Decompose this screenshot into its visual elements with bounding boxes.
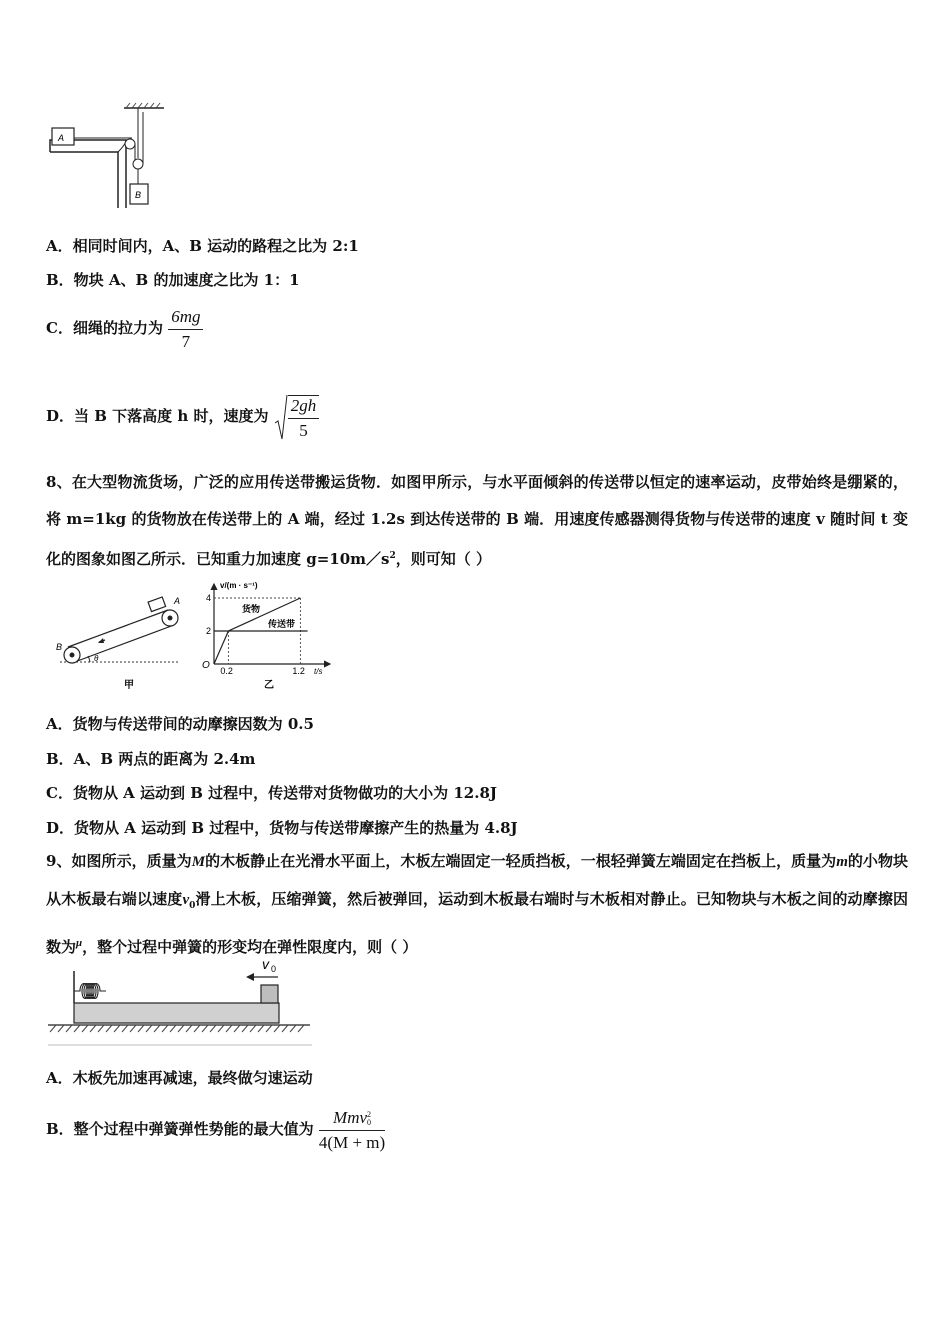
- fraction-numerator: 6mg: [168, 307, 203, 330]
- q9-option-a: A．木板先加速再减速，最终做匀速运动: [46, 1069, 313, 1087]
- conveyor-angle-label: θ: [94, 654, 99, 663]
- q9-option-b-fraction: [319, 1108, 385, 1153]
- q7-pulley-figure: [46, 100, 171, 210]
- numerator-sup: 2: [367, 1109, 372, 1119]
- q7-option-c-fraction: [168, 307, 203, 352]
- chart-xlabel: t/s: [314, 667, 323, 676]
- q9-stem: [46, 843, 908, 966]
- q7-option-d: [46, 390, 319, 443]
- sqrt-expression: [274, 391, 320, 443]
- chart-ylabel: v/(m · s⁻¹): [220, 581, 258, 590]
- q8-conveyor-figure: [50, 592, 190, 692]
- q7-option-a: A．相同时间内，A、B 运动的路程之比为 2:1: [46, 237, 359, 255]
- block-b-label: B: [135, 190, 142, 200]
- conveyor-label-b: B: [56, 642, 63, 652]
- chart-y-tick-2: 2: [206, 626, 212, 636]
- var-mu: μ: [76, 937, 83, 949]
- series-label-cargo: 货物: [242, 604, 261, 614]
- var-m: m: [836, 854, 848, 870]
- q8-option-c: C．货物从 A 运动到 B 过程中，传送带对货物做功的大小为 12.8J: [46, 784, 497, 802]
- q8-stem-tail: ，则可知（ ）: [395, 550, 491, 568]
- q9-stem-part: 9、如图所示，质量为: [46, 852, 192, 870]
- var-M: M: [191, 854, 206, 870]
- q9-stem-part: 滑上木板，压缩弹簧，然后被弹回，运动到木板最右端时与木板相对静止。已知物块与木板之间的动摩擦因数为: [46, 890, 908, 956]
- chart-origin: O: [202, 660, 210, 671]
- var-v0-subscript: 0: [189, 901, 196, 911]
- q8-stem-superscript: 2: [389, 551, 396, 561]
- series-label-belt: 传送带: [268, 619, 296, 629]
- q7-option-c: [46, 303, 203, 353]
- fraction-denominator: 4(M + m): [318, 1132, 386, 1152]
- q7-option-c-label: C．细绳的拉力为: [46, 319, 163, 337]
- q9-option-b: [46, 1104, 385, 1154]
- chart-x-tick-0.2: 0.2: [220, 666, 233, 676]
- q8-vt-chart: [198, 578, 338, 690]
- figure-caption-yi: 乙: [264, 680, 274, 690]
- q8-stem-text: 8、在大型物流货场，广泛的应用传送带搬运货物．如图甲所示，与水平面倾斜的传送带以恒定的速率运动，皮带始终是绷紧的，将 m=1kg 的货物放在传送带上的 A 端，经过 1.2s 到达传送带的 B 端．用速度传感器测得货物与传送带的速度 v 随时间 t 变化的图象如图乙所示．已知重力加速度 g=10m／s: [46, 473, 908, 568]
- q9-option-b-label: B．整个过程中弹簧弹性势能的最大值为: [46, 1120, 314, 1138]
- q9-stem-part: 的小物块从木板最右端以速度: [46, 852, 908, 908]
- chart-x-tick-1.2: 1.2: [292, 666, 305, 676]
- chart-y-tick-4: 4: [206, 593, 212, 603]
- block-a-label: A: [58, 133, 65, 143]
- conveyor-label-a: A: [174, 596, 181, 606]
- q9-stem-part: ，整个过程中弹簧的形变均在弹性限度内，则（ ）: [82, 938, 418, 956]
- fraction-numerator: 2gh: [288, 396, 320, 419]
- numerator-sub: 0: [367, 1117, 372, 1127]
- q8-option-d: D．货物从 A 运动到 B 过程中，货物与传送带摩擦产生的热量为 4.8J: [46, 819, 518, 837]
- q8-option-b: B．A、B 两点的距离为 2.4m: [46, 750, 256, 768]
- q7-option-d-label: D．当 B 下落高度 h 时，速度为: [46, 407, 269, 425]
- q8-stem: [46, 464, 908, 578]
- var-v0: v: [182, 892, 190, 908]
- fraction-denominator: 7: [181, 331, 191, 351]
- q8-option-a: A．货物与传送带间的动摩擦因数为 0.5: [46, 715, 314, 733]
- numerator-text: Mmv: [333, 1107, 368, 1127]
- q7-option-d-fraction: [288, 395, 320, 441]
- fraction-numerator: [319, 1108, 385, 1131]
- q7-option-b: B．物块 A、B 的加速度之比为 1：1: [46, 271, 300, 289]
- q9-board-spring-figure: [46, 955, 316, 1050]
- velocity-label: v: [262, 956, 269, 972]
- fraction-denominator: 5: [299, 421, 308, 440]
- velocity-subscript: 0: [271, 964, 277, 974]
- q9-stem-part: 的木板静止在光滑水平面上，木板左端固定一轻质挡板，一根轻弹簧左端固定在挡板上，质量为: [205, 852, 837, 870]
- radical-sign: [274, 393, 288, 443]
- figure-caption-jia: 甲: [124, 680, 134, 691]
